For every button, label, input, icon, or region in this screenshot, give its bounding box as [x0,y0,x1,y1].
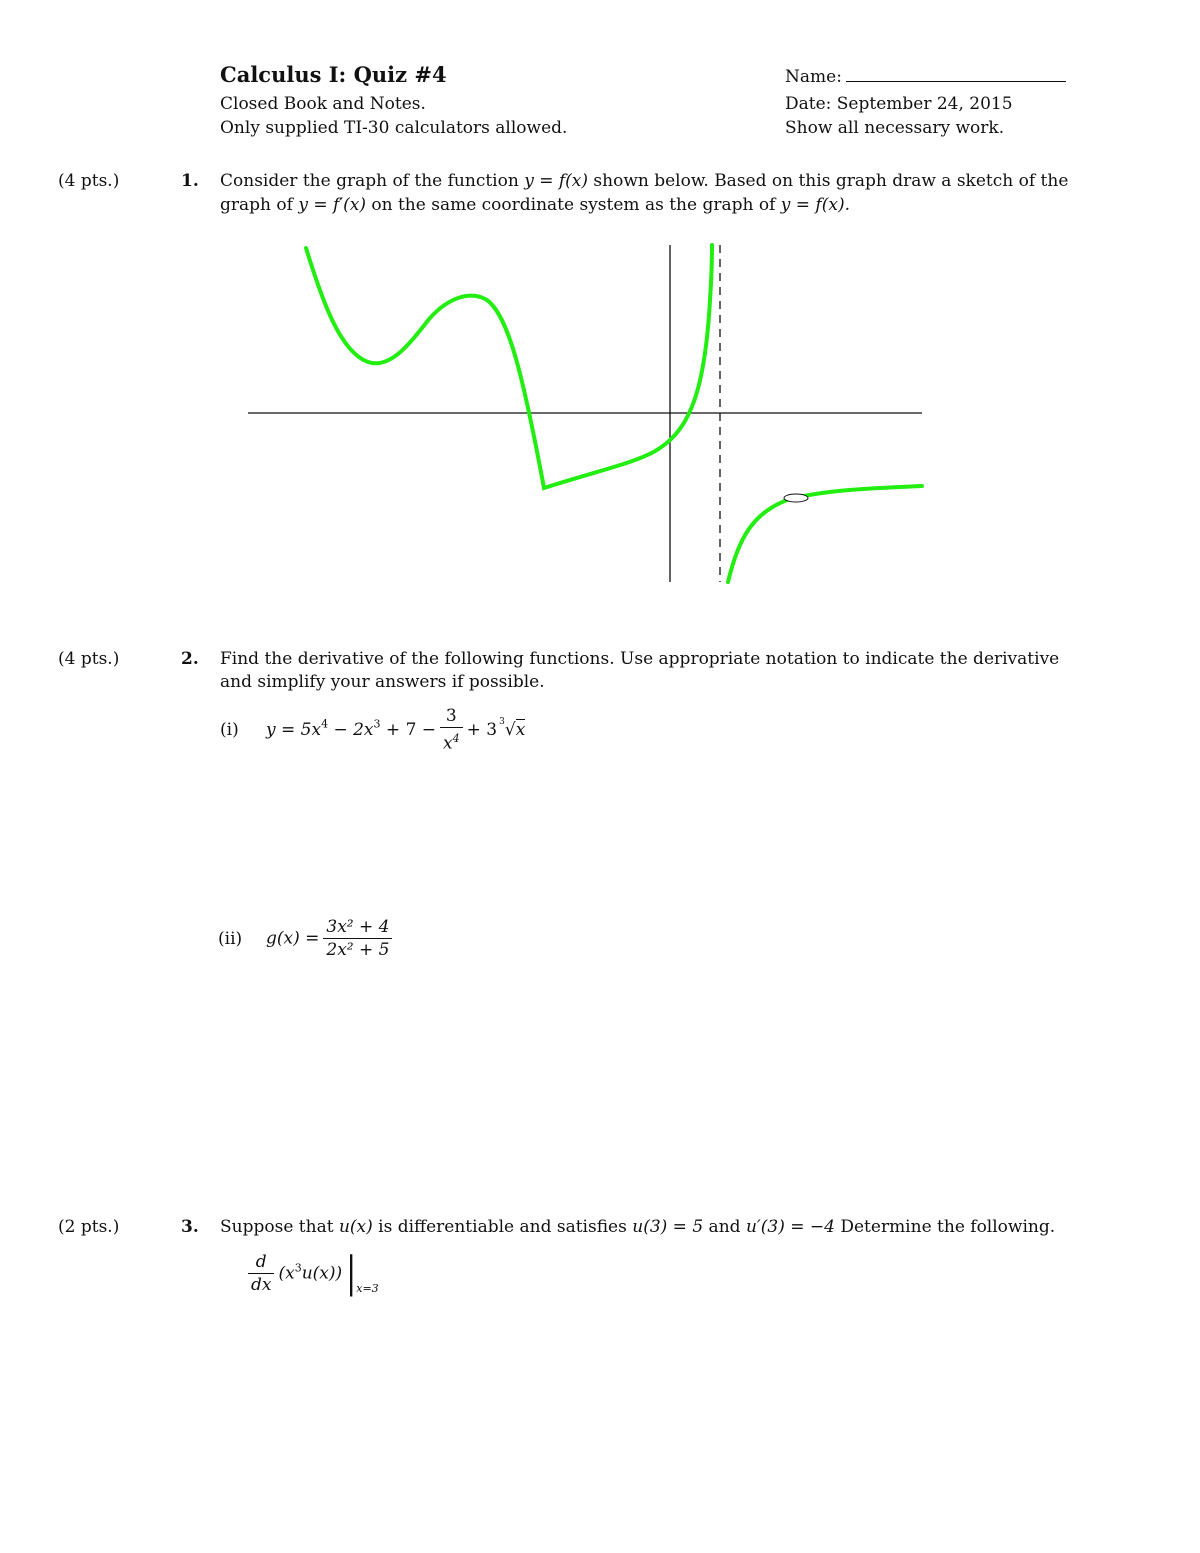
q2-part-ii-lhs: g(x) = [266,928,320,949]
q3-expr-up3: u′(3) = −4 [745,1217,835,1237]
q3-deriv-num: d [248,1252,274,1274]
q1-points: (4 pts.) [58,171,120,191]
q2-part-i-root-arg: x [515,719,526,740]
q2-part-i-plus: + 7 − [380,719,437,740]
q2-part-i-exp2: 3 [373,717,381,731]
q1-expr-fpx: y = f′(x) [298,195,366,215]
q2-part-i-tail: + 3 [466,719,498,740]
q2-text-line1: Find the derivative of the following functions. Use appropriate notation to indicate the derivative [220,649,1060,669]
q3-body-exp: 3 [294,1261,302,1275]
name-label: Name: [785,67,842,87]
q1-text-2b: on the same coordinate system as the graph of [365,195,781,215]
q3-deriv-den: dx [251,1275,272,1295]
q2-part-i-label: (i) [220,719,239,740]
function-graph[interactable] [0,0,1200,620]
q1-text-1a: Consider the graph of the function [220,171,525,191]
q2-part-i [220,706,525,754]
date-label: Date: September 24, 2015 [785,94,1013,114]
graph-curve-right [728,486,922,582]
q2-part-i-exp1: 4 [321,717,329,731]
q2-part-i-fraction [440,706,463,754]
hole-marker [784,494,808,502]
q2-part-i-root-sym: √ [504,719,516,740]
q2-part-i-lhs: y = 5x [266,719,322,740]
q3-deriv-operator [248,1252,274,1295]
closed-book-note: Closed Book and Notes. [220,94,426,114]
q3-text-a: Suppose that [220,1217,339,1237]
q3-number: 3. [181,1217,199,1237]
q1-text-1b: shown below. Based on this graph draw a sketch of the [588,171,1069,191]
q3-expr-ux: u(x) [338,1217,373,1237]
q3-text-d: Determine the following. [834,1217,1056,1237]
q3-body-close: u(x)) [301,1263,343,1284]
show-work-note: Show all necessary work. [785,118,1005,138]
q2-part-i-frac-num: 3 [440,706,463,728]
q1-text-2a: graph of [220,195,299,215]
q2-part-ii-num: 3x² + 4 [323,917,392,939]
q3-eval-at: x=3 [356,1282,379,1295]
q3-expr-u3: u(3) = 5 [632,1217,704,1237]
q2-part-i-frac-den-exp: 4 [452,732,460,745]
q2-part-i-frac-den: x [443,733,453,754]
q3-derivative-expression [248,1248,379,1298]
q1-expr-fx-end: y = f(x). [780,195,850,215]
q3-eval-bar: | [346,1248,357,1298]
q1-expr-fx: y = f(x) [524,171,589,191]
calculator-note: Only supplied TI-30 calculators allowed. [220,118,568,138]
q1-number: 1. [181,171,199,191]
q3-body-open: (x [278,1263,295,1284]
q3-points: (2 pts.) [58,1217,120,1237]
q2-points: (4 pts.) [58,649,120,669]
q2-part-i-mid: − 2x [328,719,374,740]
q3-text-b: is differentiable and satisfies [372,1217,633,1237]
q2-number: 2. [181,649,199,669]
q2-part-ii-fraction [323,917,392,960]
q2-part-ii-label: (ii) [218,928,243,949]
q2-part-i-root-index: 3 [499,716,505,727]
q2-text-line2: and simplify your answers if possible. [220,672,545,692]
q3-text-c: and [703,1217,746,1237]
graph-curve-left [306,245,712,488]
q2-part-ii [218,917,396,960]
q3-text [220,1215,1055,1239]
q2-part-ii-den: 2x² + 5 [326,940,390,960]
quiz-title: Calculus I: Quiz #4 [220,62,447,87]
